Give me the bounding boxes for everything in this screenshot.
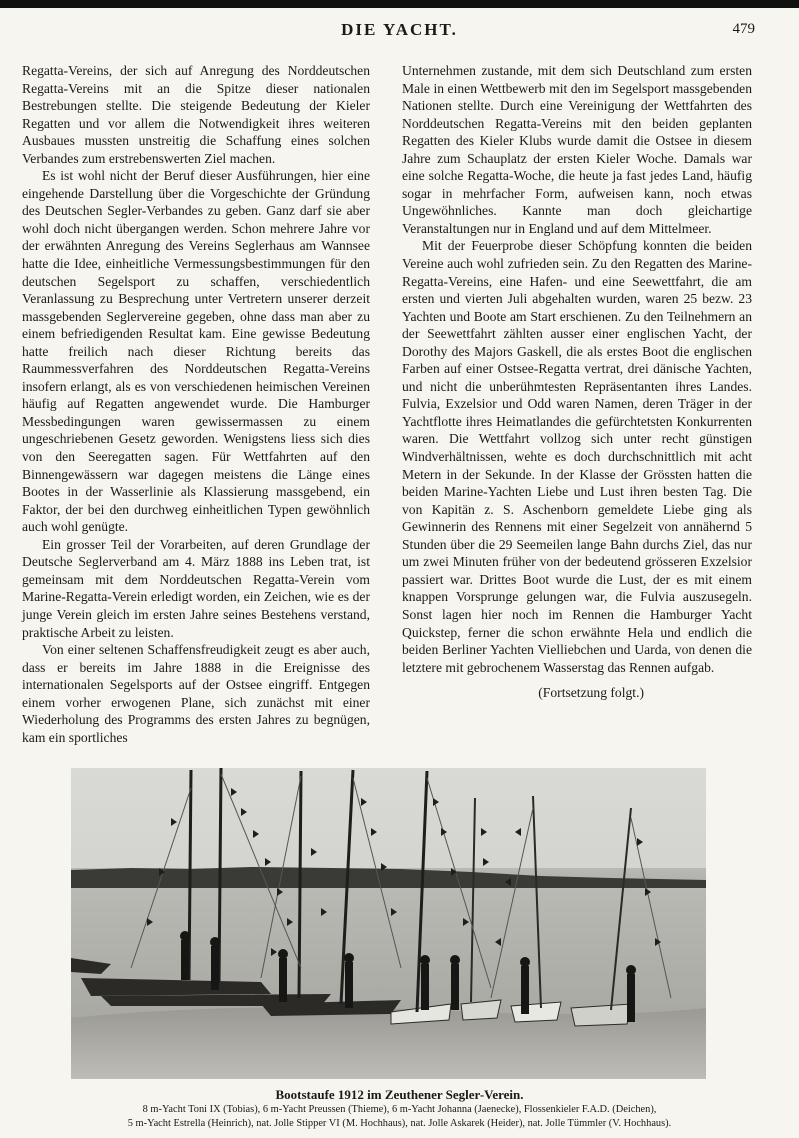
paragraph: Von einer seltenen Schaffensfreudigkeit zeugt es aber auch, dass er bereits im Jahre 1888 in die Ereignisse des internationalen Segelsports auf der Ostsee eingriff. Entgegen einem vorher erwogenen Plane, sich zunächst mit einer Wiederholung des Programms des ersten Jahres zu begnügen, kam ein sportliches	[22, 642, 370, 745]
left-column	[22, 62, 370, 746]
photo-illustration	[71, 768, 706, 1079]
right-column	[402, 62, 752, 702]
figure-caption-title: Bootstaufe 1912 im Zeuthener Segler-Verein.	[275, 1087, 524, 1102]
figure-caption-line: 5 m-Yacht Estrella (Heinrich), nat. Jolle Stipper VI (M. Hochhaus), nat. Jolle Askarek (Heider), nat. Jolle Tümmler (V. Hochhaus).	[127, 1118, 672, 1129]
figure-caption-line: 8 m-Yacht Toni IX (Tobias), 6 m-Yacht Preussen (Thieme), 6 m-Yacht Johanna (Jaenecke), Flossenkieler F.A.D. (Deichen),	[142, 1104, 657, 1115]
paragraph: Unternehmen zustande, mit dem sich Deutschland zum ersten Male in einen Wettbewerb mit den im Segelsport massgebenden Nationen stellte. Durch eine Vereinigung der Wettfahrten des Norddeutschen Regatta-Vereins mit den beiden geplanten Regatten des Kieler Klubs wurde damit die Ostsee in diesem Jahre zum Schauplatz der ersten Kieler Woche. Damals war eine solche Regatta-Woche, die heute ja fast jedes Land, häufig sogar in mehrfacher Form, aufweisen kann, noch etwas Ungewöhnliches. Kannte man doch gleichartige Veranstaltungen nur in England und auf dem Mittelmeer.	[402, 63, 752, 236]
paragraph: Es ist wohl nicht der Beruf dieser Ausführungen, hier eine eingehende Darstellung über die Vorgeschichte der Gründung des Deutschen Segler-Verbandes zu geben. Ganz darf sie aber wohl doch nicht übergangen werden. Schon mehrere Jahre vor der erwähnten Anregung des Vereins Seglerhaus am Wannsee hatte die Idee, einheitliche Vermessungsbestimmungen für den deutschen Segelsport zu schaffen, verschiedentlich Veranlassung zu Besprechung unter Vertretern unserer derzeit massgebenden Seglervereine gegeben, ohne dass man aber zu einem befriedigenden Resultat kam. Eine gewisse Bedeutung hatte freilich nach dieser Richtung bereits das Raummessverfahren des Norddeutschen Regatta-Vereins insofern erlangt, als es von verschiedenen heimischen Vereinen häufig auf Regatten angewendet wurde. Die Hamburger Messbedingungen waren gewissermassen zu einem ungeschriebenen Gesetz geworden. Wenigstens liess sich dies von den Seeregatten sagen. Für Wettfahrten auf den Binnengewässern war dagegen meistens die Länge eines Bootes in der Wasserlinie als Klassierung massgebend, ein Faktor, der bei den durchweg einheitlichen Typen gewöhnlich auch wohl genügte.	[22, 168, 370, 535]
paragraph: Mit der Feuerprobe dieser Schöpfung konnten die beiden Vereine auch wohl zufrieden sein. Zu den Regatten des Marine-Regatta-Vereins, eine Hafen- und eine Seewettfahrt, die am ersten und vierten Juli abgehalten wurden, waren 25 bezw. 23 Yachten und Boote am Start erschienen. Zu den Teilnehmern an der Seewettfahrt zählten ausser einer englischen Yacht, der Dorothy des Majors Gaskell, die als erstes Boot die englischen Farben auf einer Ostsee-Regatta vertrat, drei dänische Yachten, und nicht die unberühmtesten Repräsentanten ihres Landes. Fulvia, Exzelsior und Odd waren Namen, deren Träger in der Yachtflotte ihres Heimatlandes die gefürchtetsten Konkurrenten waren. Die Wettfahrt vollzog sich unter recht günstigen Windverhältnissen, wehte es doch durchschnittlich mit acht Metern in der Sekunde. In der Klasse der Grössten hatten die beiden Marine-Yachten Liebe und Lust ihren besten Tag. Die von Kapitän z. S. Aschenborn gemeldete Liebe ging als Gewinnerin des Rennens mit einer Segelzeit von annähernd 5 Stunden über die 29 Seemeilen lange Bahn durchs Ziel, das nur um zwei Minuten früher von der bedeutend grösseren Exzelsior passiert war. Drittes Boot wurde die Lust, der es mit einem knappen Vorsprunge gelungen war, die Fulvia auszusegeln. Sonst lagen hier noch im Rennen die Hamburger Yacht Quickstep, ferner die schon erwähnte Hela und endlich die beiden Berliner Yachten Vielliebchen und Uarda, von denen die letztere mit gebrochenem Wasserstag das Rennen aufgab.	[402, 238, 752, 675]
continuation-note: (Fortsetzung folgt.)	[538, 685, 644, 701]
paragraph: Ein grosser Teil der Vorarbeiten, auf deren Grundlage der Deutsche Seglerverband am 4. März 1888 ins Leben trat, ist gemeinsam mit dem Norddeutschen Regatta-Verein vom Marine-Regatta-Verein erledigt worden, ein Zeichen, wie es der junge Verein gleich im ersten Jahre seines Bestehens verstand, praktische Arbeit zu leisten.	[22, 536, 370, 640]
journal-title: DIE YACHT.	[341, 20, 458, 39]
paragraph: Regatta-Vereins, der sich auf Anregung des Norddeutschen Regatta-Vereins mit an die Spitze dieser nationalen Bestrebungen stellte. Die steigende Bedeutung der Kieler Regatten und vor allem die Notwendigkeit ihres weiteren Ausbaues mussten unstreitig die Schaffung eines solchen Verbandes zum erstrebenswerten Ziel machen.	[22, 63, 370, 166]
top-rule	[0, 0, 799, 8]
page-number: 479	[732, 21, 755, 37]
boat-christening-photo	[71, 768, 706, 1079]
